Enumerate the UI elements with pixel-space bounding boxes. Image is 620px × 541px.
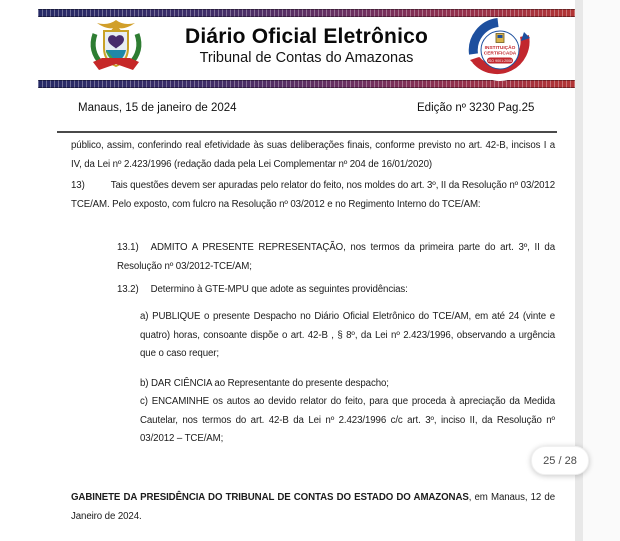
paragraph-item-a: a) PUBLIQUE o presente Despacho no Diário Oficial Eletrônico do TCE/AM, em até 24 (vinte e quatro) horas, consoante dispõe o art. 42-B , § 8º, da Lei nº 2.423/1996, observando a urgência que o caso requer; xyxy=(140,311,555,359)
paragraph-item-c: c) ENCAMINHE os autos ao devido relator do feito, para que proceda à apreciação da Medida Cautelar, nos termos do art. 42-B da Lei nº 2.423/1996 c/c art. 3º, inciso II, da Resolução nº 03/2012 – TCE/AM; xyxy=(140,396,555,444)
item-13-1-number: 13.1) xyxy=(117,242,139,253)
paragraph-continuation: público, assim, conferindo real efetividade às suas deliberações finais, conforme previsto no art. 42-B, incisos I a IV, da Lei nº 2.423/1996 (redação dada pela Lei Complementar nº 204 de 16/01/2020) xyxy=(71,140,555,170)
paragraph-item-13 xyxy=(71,177,555,214)
item-13-2-text: Determino à GTE-MPU que adote as seguintes providências: xyxy=(150,284,408,295)
item-13-1-text: ADMITO A PRESENTE REPRESENTAÇÃO, nos termos da primeira parte do art. 3º, II da Resolução nº 03/2012-TCE/AM; xyxy=(117,242,555,272)
paragraph-closing xyxy=(71,489,555,526)
header-ornament-top xyxy=(38,9,575,17)
gazette-edition: Edição nº 3230 Pag.25 xyxy=(417,102,535,114)
page-indicator-label: 25 / 28 xyxy=(543,454,577,467)
item-13-number: 13) xyxy=(71,180,85,191)
page-indicator[interactable] xyxy=(531,446,589,475)
paragraph-item-13-1 xyxy=(117,239,555,276)
seal-text-line1: INSTITUIÇÃO xyxy=(484,46,516,51)
closing-rest-text: , em Manaus, 12 de Janeiro de 2024. xyxy=(71,492,555,522)
item-13-2-number: 13.2) xyxy=(117,284,139,295)
document-title: Diário Oficial Eletrônico xyxy=(184,25,429,48)
paragraph-item-13-2 xyxy=(117,281,555,300)
document-subtitle: Tribunal de Contas do Amazonas xyxy=(199,50,414,66)
gazette-date: Manaus, 15 de janeiro de 2024 xyxy=(78,102,237,114)
certification-seal-logo xyxy=(468,18,532,82)
document-page xyxy=(38,0,575,541)
paragraph-item-b: b) DAR CIÊNCIA ao Representante do presente despacho; xyxy=(140,378,389,389)
header-divider xyxy=(57,131,557,133)
item-13-text: Tais questões devem ser apuradas pelo relator do feito, nos moldes do art. 3º, II da Resolução nº 03/2012 TCE/AM. Pelo exposto, com fulcro na Resolução nº 03/2012 e no Regimento Interno do TCE/AM: xyxy=(71,180,555,210)
seal-text-line2: CERTIFICADA xyxy=(483,51,517,57)
seal-text-line3: ISO 9001:2008 xyxy=(487,59,513,63)
closing-bold-text: GABINETE DA PRESIDÊNCIA DO TRIBUNAL DE CONTAS DO ESTADO DO AMAZONAS xyxy=(71,492,469,503)
